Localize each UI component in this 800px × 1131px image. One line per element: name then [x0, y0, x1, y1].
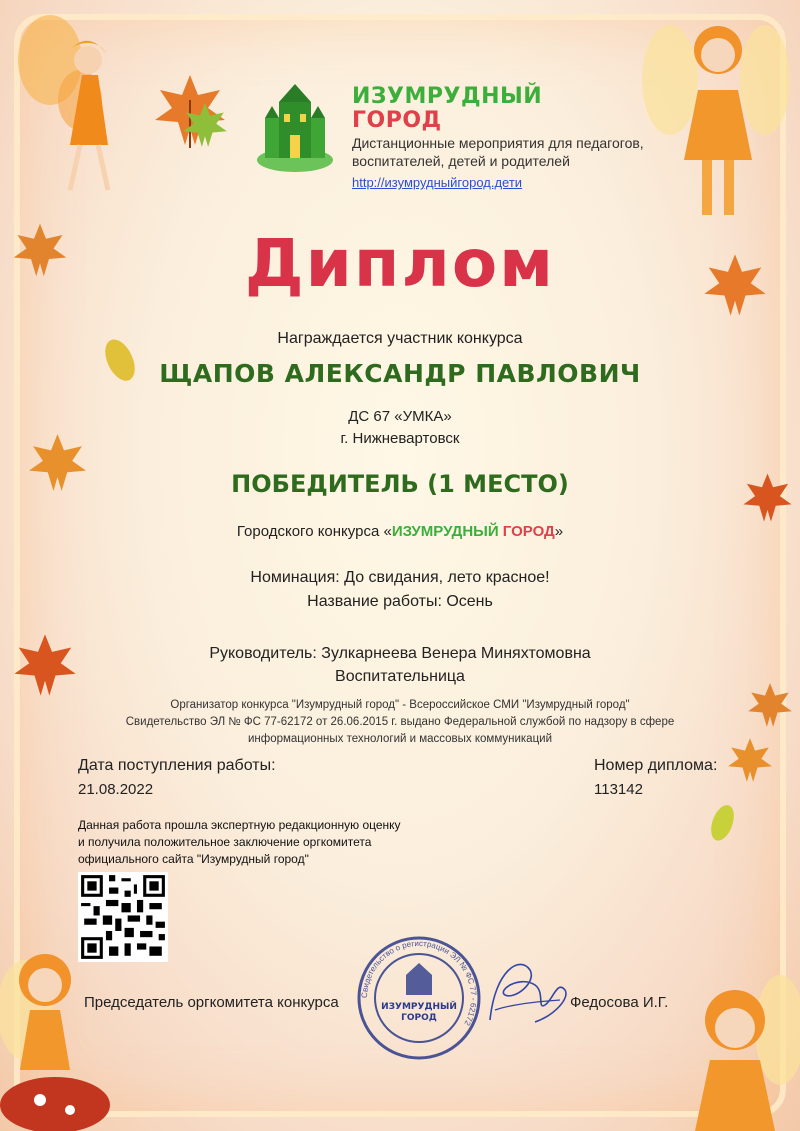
contest-name-part2: ГОРОД: [502, 523, 555, 540]
organizer-line2: Свидетельство ЭЛ № ФС 77-62172 от 26.06.2015 г. выдано Федеральной службой по надзору в сфере: [125, 716, 675, 728]
organizer-line3: информационных технологий и массовых коммуникаций: [247, 733, 553, 745]
maple-leaf-icon: [180, 100, 230, 150]
diploma-title: Диплом: [244, 225, 556, 302]
nomination: Номинация: До свидания, лето красное!: [250, 569, 550, 586]
expert-note-line1: Данная работа прошла экспертную редакционную оценку: [78, 818, 401, 832]
number-label: Номер диплома:: [594, 757, 718, 774]
official-stamp: [356, 935, 482, 1061]
signature-icon: [475, 950, 575, 1040]
fairy-illustration-icon: [10, 5, 130, 195]
tagline-line2: воспитателей, детей и родителей: [352, 153, 570, 169]
maple-leaf-icon: [10, 630, 80, 700]
organizer-line1: Организатор конкурса "Изумрудный город" - Всероссийское СМИ "Изумрудный город": [170, 699, 630, 711]
contest-name-part1: ИЗУМРУДНЫЙ: [391, 523, 499, 540]
contest-suffix: »: [554, 523, 564, 540]
result-place: ПОБЕДИТЕЛЬ (1 МЕСТО): [231, 470, 569, 498]
fairy-illustration-icon: [660, 960, 800, 1131]
participant-name: ЩАПОВ АЛЕКСАНДР ПАВЛОВИЧ: [159, 359, 641, 388]
supervisor: Руководитель: Зулкарнеева Венера Миняхтомовна: [209, 645, 591, 662]
qr-code-icon[interactable]: [78, 872, 168, 962]
tagline-line1: Дистанционные мероприятия для педагогов,: [352, 135, 644, 151]
leaf-icon: [700, 800, 745, 850]
date-value: 21.08.2022: [78, 781, 154, 798]
organization: ДС 67 «УМКА»: [348, 408, 452, 425]
website-link[interactable]: http://изумрудныйгород.дети: [352, 175, 523, 190]
stamp-center-line1: ИЗУМРУДНЫЙ: [381, 1002, 457, 1012]
stamp-center-line2: ГОРОД: [401, 1013, 437, 1023]
chairman-label: Председатель оргкомитета конкурса: [84, 994, 339, 1011]
logo-title-line2: ГОРОД: [352, 108, 442, 133]
chairman-name: Федосова И.Г.: [570, 994, 669, 1011]
castle-logo-icon: [255, 80, 335, 175]
city: г. Нижневартовск: [340, 430, 460, 447]
contest-line: [0, 523, 800, 540]
contest-prefix: Городского конкурса «: [236, 523, 392, 540]
expert-note-line2: и получила положительное заключение оргкомитета: [78, 835, 372, 849]
supervisor-role: Воспитательница: [335, 668, 465, 685]
logo-title-line1: ИЗУМРУДНЫЙ: [352, 84, 543, 109]
fairy-illustration-icon: [0, 940, 130, 1131]
stamp-ring-text: Свидетельство о регистрации ЭЛ № ФС 77 - 62172: [359, 938, 479, 1027]
award-text: Награждается участник конкурса: [277, 330, 523, 347]
number-value: 113142: [594, 781, 643, 798]
expert-note-line3: официального сайта "Изумрудный город": [78, 852, 309, 866]
work-title: Название работы: Осень: [307, 593, 493, 610]
date-label: Дата поступления работы:: [78, 757, 276, 774]
fairy-illustration-icon: [640, 0, 790, 220]
